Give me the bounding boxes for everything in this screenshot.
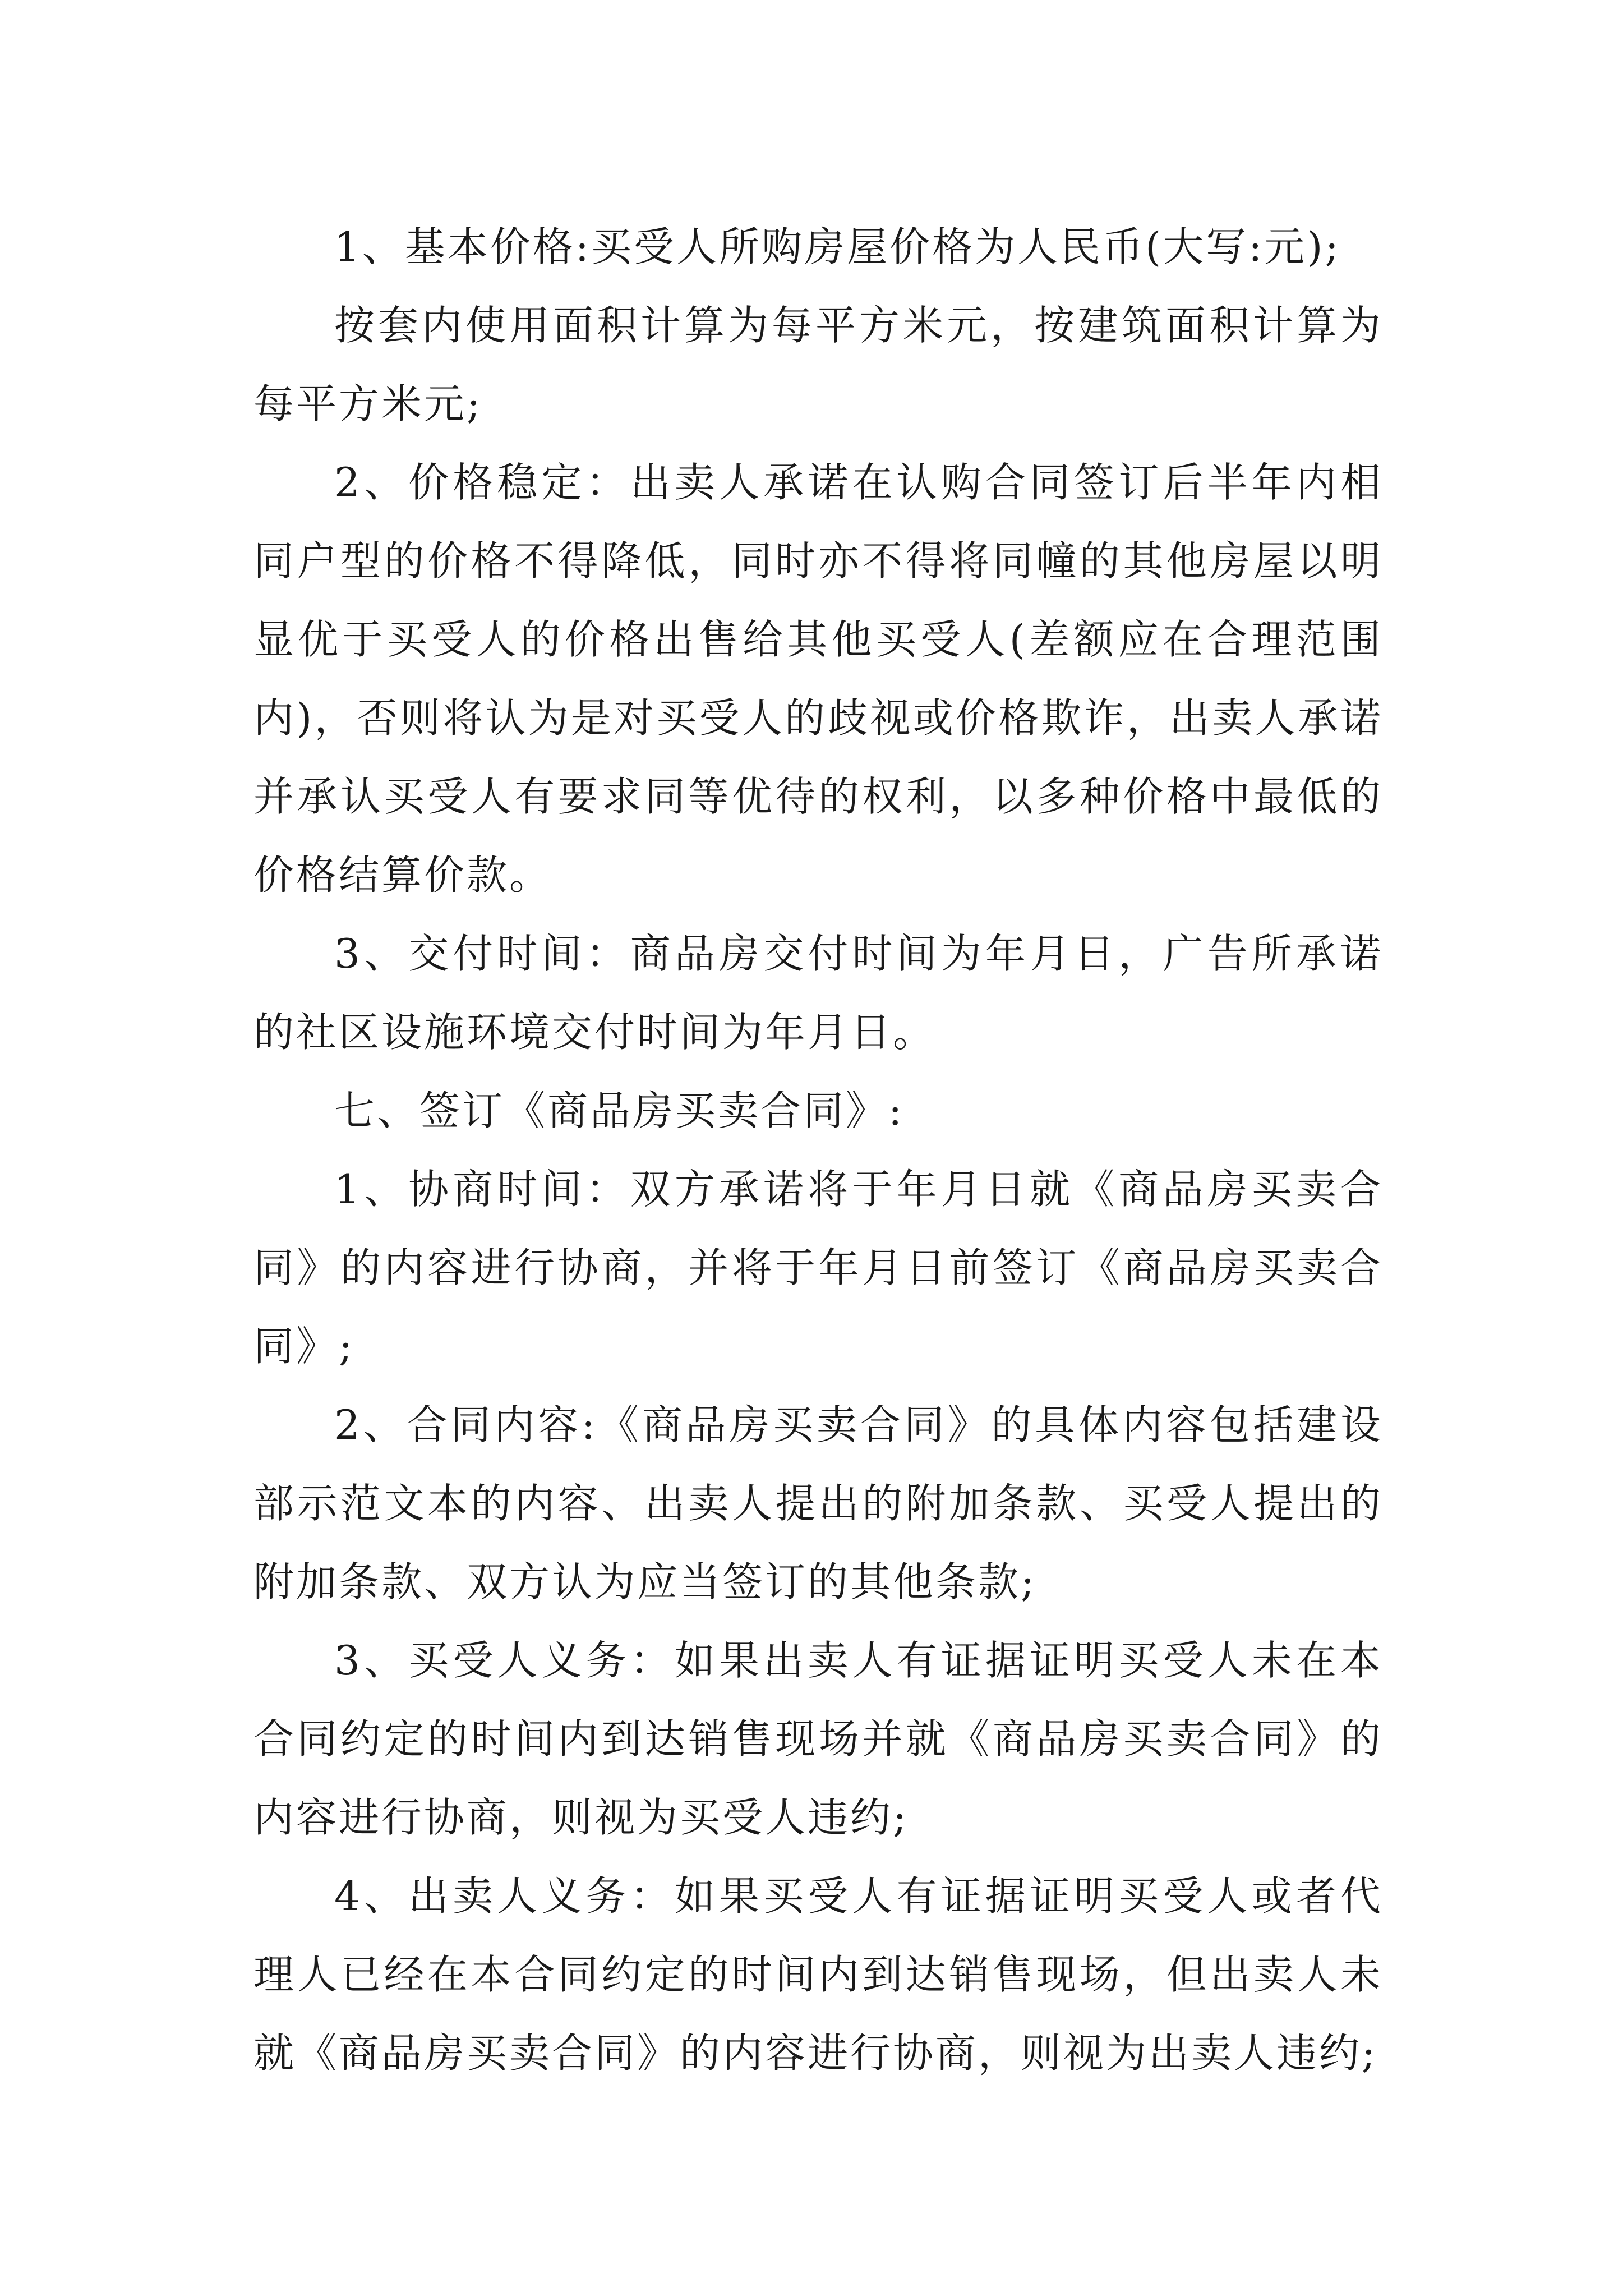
paragraph-delivery-time: 3、交付时间：商品房交付时间为年月日，广告所承诺的社区设施环境交付时间为年月日。 [253,930,1383,1056]
paragraph-area-price: 按套内使用面积计算为每平方米元，按建筑面积计算为每平方米元; [253,302,1383,427]
paragraph-contract-content: 2、合同内容:《商品房买卖合同》的具体内容包括建设部示范文本的内容、出卖人提出的附加条款、买受人提出的附加条款、双方认为应当签订的其他条款; [253,1401,1383,1605]
paragraph-base-price: 1、基本价格:买受人所购房屋价格为人民币(大写:元); [334,223,1341,270]
paragraph-price-stability: 2、价格稳定：出卖人承诺在认购合同签订后半年内相同户型的价格不得降低，同时亦不得将同幢的其他房屋以明显优于买受人的价格出售给其他买受人(差额应在合理范围内)，否则将认为是对买受人的歧视或价格欺诈，出卖人承诺并承认买受人有要求同等优待的权利，以多种价格中最低的价格结算价款。 [253,459,1383,899]
paragraph-negotiation-time: 1、协商时间：双方承诺将于年月日就《商品房买卖合同》的内容进行协商，并将于年月日前签订《商品房买卖合同》; [253,1166,1383,1370]
document-body [253,208,1383,2092]
paragraph-seller-obligation: 4、出卖人义务：如果买受人有证据证明买受人或者代理人已经在本合同约定的时间内到达销售现场，但出卖人未就《商品房买卖合同》的内容进行协商，则视为出卖人违约; [253,1872,1383,2077]
paragraph-buyer-obligation: 3、买受人义务：如果出卖人有证据证明买受人未在本合同约定的时间内到达销售现场并就《商品房买卖合同》的内容进行协商，则视为买受人违约; [253,1637,1383,1841]
section-heading-contract-signing: 七、签订《商品房买卖合同》: [334,1087,905,1134]
